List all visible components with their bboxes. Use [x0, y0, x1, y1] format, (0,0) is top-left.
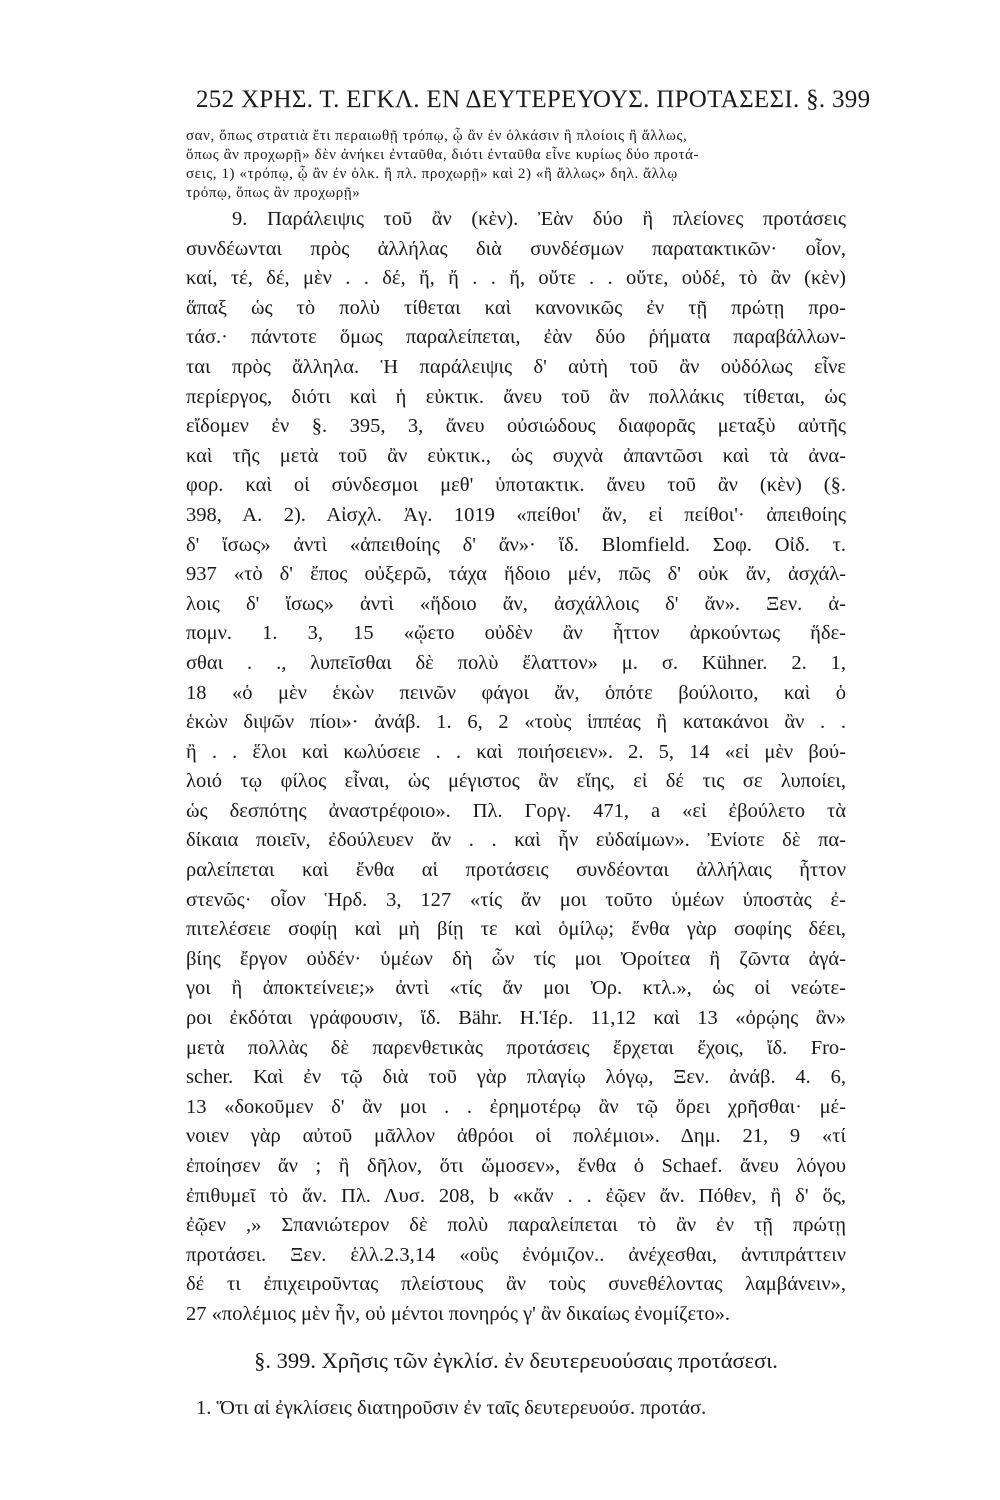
- text-line: ραλείπεται καὶ ἔνθα αἱ προτάσεις συνδέονται ἀλλήλαις ἧττον: [186, 859, 846, 882]
- text-line: ται πρὸς ἄλληλα. Ἡ παράλειψις δ' αὐτὴ τοῦ ἂν οὐδόλως εἶνε: [186, 355, 846, 378]
- text-line: ἑκὼν διψῶν πίοι»· ἀνάβ. 1. 6, 2 «τοὺς ἱππέας ἢ κατακάνοι ἂν . .: [186, 711, 846, 734]
- section-heading: §. 399. Χρῆσις τῶν ἐγκλίσ. ἐν δευτερευούσαις προτάσεσι.: [254, 1348, 778, 1373]
- text-line: 27 «πολέμιος μὲν ἦν, οὐ μέντοι πονηρός γ' ἂν δικαίως ἐνομίζετο».: [186, 1302, 731, 1325]
- text-line: scher. Καὶ ἐν τῷ διὰ τοῦ γὰρ πλαγίῳ λόγῳ, Ξεν. ἀνάβ. 4. 6,: [186, 1066, 846, 1089]
- text-line: καί, τέ, δέ, μὲν . . δέ, ἤ, ἤ . . ἤ, οὔτε . . οὔτε, οὐδέ, τὸ ἂν (κὲν): [186, 267, 846, 290]
- text-line: περίεργος, διότι καὶ ἡ εὐκτικ. ἄνευ τοῦ ἂν πολλάκις τίθεται, ὡς: [186, 385, 846, 408]
- footnote-line: τρόπῳ, ὅπως ἂν προχωρῇ»: [186, 185, 361, 201]
- footnote-line: σαν, ὅπως στρατιὰ ἔτι περαιωθῇ τρόπῳ, ᾧ ἂν ἐν ὁλκάσιν ἢ πλοίοις ἢ ἄλλως,: [186, 128, 688, 144]
- text-line: δίκαια ποιεῖν, ἐδούλευεν ἄν . . καὶ ἦν εὐδαίμων». Ἐνίοτε δὲ πα-: [186, 829, 846, 852]
- footnote-line: σεις, 1) «τρόπῳ, ᾧ ἂν ἐν ὁλκ. ἢ πλ. προχωρῇ» καὶ 2) «ἢ ἄλλως» δηλ. ἄλλῳ: [186, 166, 678, 182]
- text-line: λοις δ' ἴσως» ἀντὶ «ἥδοιο ἄν, ἀσχάλλοις δ' ἄν». Ξεν. ἀ-: [186, 592, 846, 615]
- text-line: πομν. 1. 3, 15 «ᾤετο οὐδὲν ἂν ἧττον ἀρκούντως ἥδε-: [186, 622, 846, 645]
- text-line: ἐπιθυμεῖ τὸ ἄν. Πλ. Λυσ. 208, b «κἄν . . ἐῷεν ἄν. Πόθεν, ἢ δ' ὅς,: [186, 1184, 846, 1207]
- text-line: τάσ.· πάντοτε ὅμως παραλείπεται, ἐὰν δύο ῥήματα παραβάλλων-: [186, 326, 846, 349]
- text-line: ἅπαξ ὡς τὸ πολὺ τίθεται καὶ κανονικῶς ἐν τῇ πρώτῃ προ-: [186, 296, 846, 319]
- text-line: 937 «τὸ δ' ἔπος οὐξερῶ, τάχα ἥδοιο μέν, πῶς δ' οὐκ ἄν, ἀσχάλ-: [186, 563, 846, 586]
- text-line: δ' ἴσως» ἀντὶ «ἀπειθοίης δ' ἄν»· ἴδ. Blomfield. Σοφ. Οἰδ. τ.: [186, 533, 846, 556]
- text-line: συνδέωνται πρὸς ἀλλήλας διὰ συνδέσμων παρατακτικῶν· οἷον,: [186, 237, 846, 260]
- footnote-block: [186, 127, 846, 203]
- text-line: ροι ἐκδόται γράφουσιν, ἴδ. Bähr. Η.Ἱέρ. 11,12 καὶ 13 «ὀρῴης ἂν»: [186, 1007, 846, 1030]
- text-line: καὶ τῆς μετὰ τοῦ ἂν εὐκτικ., ὡς συχνὰ ἀπαντῶσι καὶ τὰ ἀνα-: [186, 444, 846, 467]
- text-line: εἴδομεν ἐν §. 395, 3, ἄνευ οὐσιώδους διαφορᾶς μεταξὺ αὐτῆς: [186, 415, 846, 438]
- text-line: βίης ἔργον οὐδέν· ὑμέων δὴ ὧν τίς μοι Ὀροίτεα ἢ ζῶντα ἀγά-: [186, 947, 846, 970]
- text-line: λοιό τῳ φίλος εἶναι, ὡς μέγιστος ἂν εἴης, εἰ δέ τις σε λυποίει,: [186, 770, 846, 793]
- text-line: σθαι . ., λυπεῖσθαι δὲ πολὺ ἔλαττον» μ. σ. Kühner. 2. 1,: [186, 651, 846, 674]
- text-line: πιτελέσειε σοφίῃ καὶ μὴ βίῃ τε καὶ ὁμίλῳ; ἔνθα γὰρ σοφίης δέει,: [186, 918, 846, 941]
- text-line: μετὰ πολλὰς δὲ παρενθετικὰς προτάσεις ἔρχεται ἔχοις, ἴδ. Fro-: [186, 1036, 846, 1059]
- text-line: ἐποίησεν ἄν ; ἢ δῆλον, ὅτι ὤμοσεν», ἔνθα ὁ Schaef. ἄνευ λόγου: [186, 1155, 846, 1177]
- footnote-line: ὅπως ἂν προχωρῇ» δὲν ἀνήκει ἐνταῦθα, διότι ἐνταῦθα εἶνε κυρίως δύο προτά-: [186, 147, 700, 163]
- text-line: 13 «δοκοῦμεν δ' ἂν μοι . . ἐρημοτέρῳ ἂν τῷ ὄρει χρῆσθαι· μέ-: [186, 1095, 846, 1118]
- running-header: 252 ΧΡΗΣ. Τ. ΕΓΚΛ. ΕΝ ΔΕΥΤΕΡΕΥΟΥΣ. ΠΡΟΤΑΣΕΣΙ. §. 399: [196, 86, 871, 113]
- text-line: 398, Α. 2). Αἰσχλ. Ἀγ. 1019 «πείθοι' ἄν, εἰ πείθοι'· ἀπειθοίης: [186, 503, 846, 526]
- text-line: γοι ἢ ἀποκτείνειε;» ἀντὶ «τίς ἄν μοι Ὀρ. κτλ.», ὡς οἱ νεώτε-: [186, 977, 846, 1000]
- text-line: 9. Παράλειψις τοῦ ἂν (κὲν). Ἐὰν δύο ἢ πλείονες προτάσεις: [232, 208, 846, 230]
- text-line: προτάσει. Ξεν. ἑλλ.2.3,14 «οὓς ἐνόμιζον.. ἀνέχεσθαι, ἀντιπράττειν: [186, 1243, 846, 1266]
- text-line: ἐῷεν ,» Σπανιώτερον δὲ πολὺ παραλείπεται τὸ ἂν ἐν τῇ πρώτῃ: [186, 1214, 846, 1237]
- text-line: ὡς δεσπότης ἀναστρέφοιο». Πλ. Γοργ. 471, a «εἰ ἐβούλετο τὰ: [186, 799, 846, 822]
- text-line: νοιεν γὰρ αὐτοῦ μᾶλλον ἀθρόοι οἱ πολέμιοι». Δημ. 21, 9 «τί: [186, 1125, 846, 1148]
- main-paragraph: [186, 205, 846, 1330]
- text-line: στενῶς· οἷον Ἡρδ. 3, 127 «τίς ἄν μοι τοῦτο ὑμέων ὑποστὰς ἐ-: [186, 888, 846, 911]
- text-line: δέ τι ἐπιχειροῦντας πλείστους ἂν τοὺς συνεθέλοντας λαμβάνειν»,: [186, 1273, 846, 1296]
- text-line: φορ. καὶ οἱ σύνδεσμοι μεθ' ὑποτακτικ. ἄνευ τοῦ ἂν (κὲν) (§.: [186, 474, 846, 497]
- section-subheading: 1. Ὅτι αἱ ἐγκλίσεις διατηροῦσιν ἐν ταῖς δευτερευούσ. προτάσ.: [196, 1397, 707, 1419]
- text-line: 18 «ὁ μὲν ἑκὼν πεινῶν φάγοι ἄν, ὁπότε βούλοιτο, καὶ ὁ: [186, 681, 846, 704]
- text-line: ἢ . . ἕλοι καὶ κωλύσειε . . καὶ ποιήσειεν». 2. 5, 14 «εἰ μὲν βού-: [186, 740, 846, 763]
